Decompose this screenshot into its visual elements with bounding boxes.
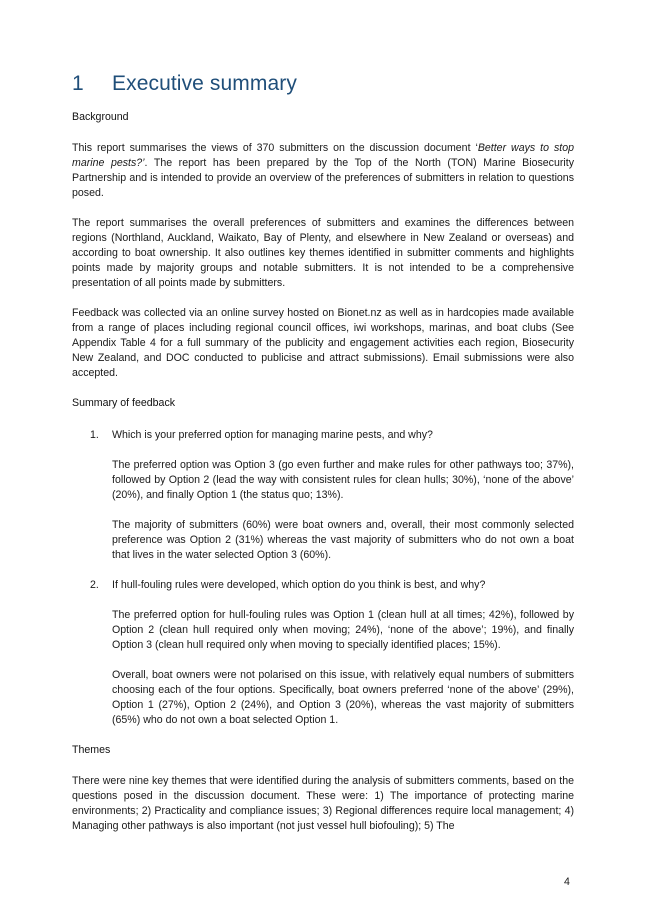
question-2-number: 2. [90,579,99,591]
background-heading: Background [72,111,129,123]
background-paragraph-1: This report summarises the views of 370 submitters on the discussion document ‘Better ways to stop marine pests?’. The report has been prepared by the Top of the North (TON) Marine Biosecurity Partnership and is intended to provide an overview of the preferences of submitters in relation to questions posed. [72,142,574,199]
section-heading [72,72,297,96]
question-1-answer-2: The majority of submitters (60%) were boat owners and, overall, their most commonly selected preference was Option 2 (31%) whereas the vast majority of submitters who do not own a boat that lives in the water selected Option 3 (60%). [112,519,574,561]
themes-paragraph: There were nine key themes that were identified during the analysis of submitters comments, based on the questions posed in the discussion document. These were: 1) The importance of protecting marine environments; 2) Practicality and compliance issues; 3) Regional differences require local management; 4) Managing other pathways is also important (not just vessel hull biofouling); 5) The [72,775,574,832]
section-number: 1 [72,72,84,95]
background-paragraph-2: The report summarises the overall preferences of submitters and examines the differences between regions (Northland, Auckland, Waikato, Bay of Plenty, and elsewhere in New Zealand or overseas) and according to boat ownership. It also outlines key themes identified in submitter comments and highlights points made by majority groups and notable submitters. It is not intended to be a comprehensive presentation of all points made by submitters. [72,217,574,289]
question-2-text: If hull-fouling rules were developed, which option do you think is best, and why? [112,579,486,591]
question-1-answer-1: The preferred option was Option 3 (go even further and make rules for other pathways too; 37%), followed by Option 2 (lead the way with consistent rules for clean hulls; 30%), ‘none of the above’ (20%), and finally Option 1 (the status quo; 13%). [112,459,574,501]
themes-heading: Themes [72,744,111,756]
question-1-number: 1. [90,429,99,441]
question-1-text: Which is your preferred option for managing marine pests, and why? [112,429,433,441]
background-paragraph-3: Feedback was collected via an online survey hosted on Bionet.nz as well as in hardcopies made available from a range of places including regional council offices, iwi workshops, marinas, and boat clubs (See Appendix Table 4 for a full summary of the publicity and engagement activities each region, Biosecurity New Zealand, and DOC conducted to publicise and attract submissions). Email submissions were also accepted. [72,307,574,379]
question-2-answer-2: Overall, boat owners were not polarised on this issue, with relatively equal numbers of submitters choosing each of the four options. Specifically, boat owners preferred ‘none of the above’ (29%), Option 1 (27%), Option 2 (24%), and Option 3 (20%), whereas the vast majority of submitters (65%) who do not own a boat selected Option 1. [112,669,574,726]
section-title: Executive summary [112,72,297,95]
question-2-answer-1: The preferred option for hull-fouling rules was Option 1 (clean hull at all times; 42%), followed by Option 2 (clean hull required only when moving; 24%), ‘none of the above’; 19%), and finally Option 3 (clean hull required only when moving to specially identified places; 15%). [112,609,574,651]
page-number: 4 [564,876,570,888]
document-title: Better ways to stop marine pests?’ [72,142,574,169]
question-2 [90,578,574,593]
question-1 [90,428,574,443]
summary-heading: Summary of feedback [72,397,176,409]
